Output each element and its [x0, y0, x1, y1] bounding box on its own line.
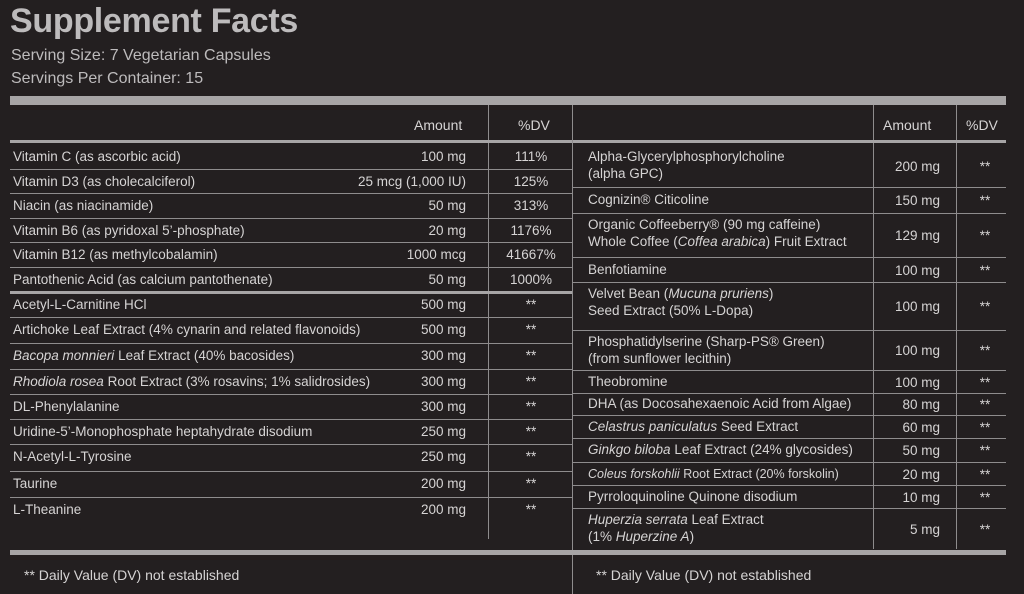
footnote-right: ** Daily Value (DV) not established [596, 567, 812, 583]
ingredient-amount: 50 mg [902, 443, 940, 458]
nutrient-name: Vitamin C (as ascorbic acid) [13, 149, 181, 164]
ingredient-name-line2: (1% Huperzine A) [588, 529, 695, 544]
nutrient-dv: ** [525, 449, 537, 464]
ingredient-dv: ** [979, 443, 991, 458]
ingredient-amount: 100 mg [894, 299, 940, 314]
ingredient-name-line2: (alpha GPC) [588, 166, 664, 181]
nutrient-name: DL-Phenylalanine [13, 399, 120, 414]
ingredient-dv: ** [979, 193, 991, 208]
servings-per-container: Servings Per Container: 15 [11, 70, 204, 87]
ingredient-name-line2: Seed Extract (50% L-Dopa) [588, 303, 754, 318]
ingredient-name: Pyrroloquinoline Quinone disodium [588, 489, 798, 504]
ingredient-dv: ** [979, 263, 991, 278]
nutrient-name: L-Theanine [13, 502, 82, 517]
ingredient-name-line2: Whole Coffee (Coffea arabica) Fruit Extract [588, 234, 847, 249]
ingredient-amount: 20 mg [902, 467, 940, 482]
nutrient-name: Vitamin D3 (as cholecalciferol) [13, 174, 196, 189]
nutrient-amount: 200 mg [420, 502, 466, 517]
ingredient-dv: ** [979, 490, 991, 505]
panel-title: Supplement Facts [10, 2, 299, 40]
nutrient-amount: 50 mg [428, 272, 466, 287]
nutrient-name: Uridine-5’-Monophosphate heptahydrate disodium [13, 424, 313, 439]
ingredient-name: Cognizin® Citicoline [588, 192, 709, 207]
nutrient-name: Niacin (as niacinamide) [13, 198, 154, 213]
nutrient-dv: ** [525, 322, 537, 337]
nutrient-dv: ** [525, 374, 537, 389]
nutrient-amount: 100 mg [420, 149, 466, 164]
left-amount-header: Amount [414, 117, 463, 133]
bottom-rule [10, 550, 1006, 555]
right-amount-header: Amount [883, 117, 932, 133]
table-row [10, 498, 572, 524]
nutrient-name: Vitamin B6 (as pyridoxal 5’-phosphate) [13, 223, 245, 238]
nutrient-amount: 300 mg [420, 399, 466, 414]
ingredient-amount: 10 mg [902, 490, 940, 505]
ingredient-amount: 150 mg [894, 193, 940, 208]
serving-size: Serving Size: 7 Vegetarian Capsules [11, 47, 271, 64]
nutrient-dv: 111% [514, 149, 548, 164]
ingredient-name: Alpha-Glycerylphosphorylcholine [588, 149, 785, 164]
nutrient-amount: 20 mg [428, 223, 466, 238]
nutrient-dv: 1000% [509, 272, 553, 287]
ingredient-name: Organic Coffeeberry® (90 mg caffeine) [588, 217, 821, 232]
nutrient-dv: ** [525, 297, 537, 312]
nutrient-amount: 25 mcg (1,000 IU) [357, 174, 466, 189]
ingredient-name: Benfotiamine [588, 262, 667, 277]
right-header-rule [573, 140, 1006, 143]
ingredient-name: Theobromine [588, 374, 668, 389]
nutrient-name: Rhodiola rosea Root Extract (3% rosavins; 1% salidrosides) [13, 374, 371, 389]
ingredient-name: Ginkgo biloba Leaf Extract (24% glycosides) [588, 442, 853, 457]
ingredient-name: Velvet Bean (Mucuna pruriens) [588, 286, 774, 301]
nutrient-dv: 41667% [506, 247, 556, 262]
ingredient-amount: 60 mg [902, 420, 940, 435]
ingredient-dv: ** [979, 420, 991, 435]
nutrient-dv: ** [525, 476, 537, 491]
nutrient-name: Artichoke Leaf Extract (4% cynarin and related flavonoids) [13, 322, 361, 337]
ingredient-dv: ** [979, 159, 991, 174]
ingredient-dv: ** [979, 522, 991, 537]
nutrient-dv: 313% [513, 198, 549, 213]
nutrient-amount: 500 mg [420, 322, 466, 337]
ingredient-amount: 100 mg [894, 375, 940, 390]
ingredient-amount: 129 mg [894, 228, 940, 243]
footnote-left: ** Daily Value (DV) not established [24, 567, 240, 583]
ingredient-name: Phosphatidylserine (Sharp-PS® Green) [588, 334, 825, 349]
ingredient-amount: 200 mg [894, 159, 940, 174]
nutrient-amount: 250 mg [420, 424, 466, 439]
ingredient-name: DHA (as Docosahexaenoic Acid from Algae) [588, 396, 852, 411]
right-dv-header: %DV [966, 117, 998, 133]
nutrient-dv: ** [525, 502, 537, 517]
nutrient-dv: 1176% [510, 223, 552, 238]
ingredient-amount: 100 mg [894, 343, 940, 358]
left-dv-header: %DV [518, 117, 550, 133]
nutrient-amount: 250 mg [420, 449, 466, 464]
ingredient-dv: ** [979, 299, 991, 314]
ingredient-dv: ** [979, 375, 991, 390]
ingredient-amount: 5 mg [909, 522, 940, 537]
nutrient-dv: 125% [513, 174, 549, 189]
ingredient-dv: ** [979, 397, 991, 412]
nutrient-amount: 200 mg [420, 476, 466, 491]
ingredient-name: Coleus forskohlii Root Extract (20% forskolin) [588, 467, 839, 481]
nutrient-dv: ** [525, 424, 537, 439]
nutrient-name: N-Acetyl-L-Tyrosine [13, 449, 132, 464]
nutrient-amount: 1000 mcg [406, 247, 466, 262]
ingredient-amount: 80 mg [902, 397, 940, 412]
ingredient-name: Celastrus paniculatus Seed Extract [588, 419, 799, 434]
nutrient-amount: 300 mg [420, 348, 466, 363]
ingredient-dv: ** [979, 228, 991, 243]
nutrient-name: Pantothenic Acid (as calcium pantothenate) [13, 272, 273, 287]
ingredient-name-line2: (from sunflower lecithin) [588, 351, 732, 366]
nutrient-name: Acetyl-L-Carnitine HCl [13, 297, 147, 312]
nutrient-name: Taurine [13, 476, 58, 491]
nutrient-amount: 50 mg [428, 198, 466, 213]
table-row [10, 472, 572, 498]
ingredient-dv: ** [979, 467, 991, 482]
ingredient-dv: ** [979, 343, 991, 358]
ingredient-name: Huperzia serrata Leaf Extract [588, 512, 764, 527]
left-header-rule [10, 140, 572, 143]
nutrient-name: Bacopa monnieri Leaf Extract (40% bacosides) [13, 348, 295, 363]
nutrient-dv: ** [525, 399, 537, 414]
nutrient-amount: 300 mg [420, 374, 466, 389]
header-divider-bar [10, 96, 1006, 105]
ingredient-amount: 100 mg [894, 263, 940, 278]
nutrient-name: Vitamin B12 (as methylcobalamin) [13, 247, 218, 262]
nutrient-dv: ** [525, 348, 537, 363]
nutrient-amount: 500 mg [420, 297, 466, 312]
